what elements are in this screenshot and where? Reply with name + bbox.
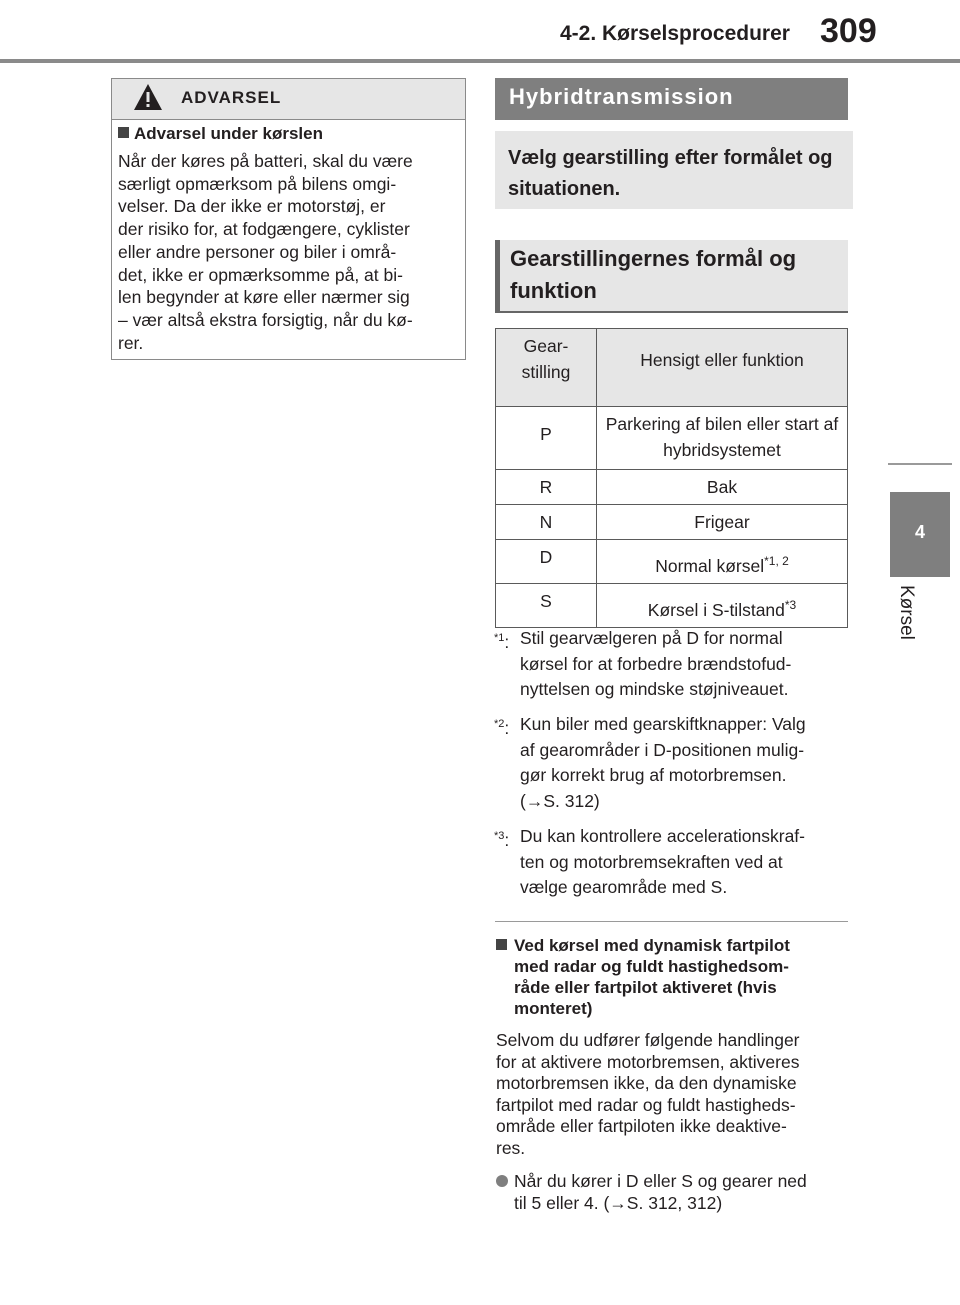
table-row <box>496 505 848 540</box>
chapter-label <box>893 585 921 655</box>
gear-cell: P <box>496 407 597 470</box>
warning-line: velser. Da der ikke er motorstøj, er <box>118 196 386 217</box>
paragraph-line: område eller fartpiloten ikke deaktive- <box>496 1116 787 1136</box>
section-heading <box>495 78 848 120</box>
function-cell <box>597 584 848 628</box>
paragraph-line: res. <box>496 1137 526 1158</box>
bullet-item <box>496 1171 846 1214</box>
warning-line: – vær altså ekstra forsigtig, når du kø- <box>118 309 413 330</box>
gear-cell: S <box>496 584 597 628</box>
function-cell <box>597 540 848 584</box>
warning-line: særligt opmærksom på bilens omgi- <box>118 173 397 194</box>
chapter-number: 4 <box>914 522 925 542</box>
footnote-mark: $^{*1}$: <box>494 631 510 652</box>
function-cell: Frigear <box>597 505 848 540</box>
table-header-row <box>496 329 848 407</box>
subsection-line: monteret) <box>514 999 593 1018</box>
heading-underline <box>495 311 848 313</box>
warning-title: ADVARSEL <box>181 88 282 107</box>
footnote-line: ten og motorbremsekraften ved at <box>520 851 783 872</box>
gear-cell: R <box>496 470 597 505</box>
bullet-line: til 5 eller 4. (→S. 312, 312) <box>514 1192 723 1213</box>
warning-text <box>118 150 458 354</box>
tab-divider <box>888 463 952 465</box>
paragraph-line: motorbremsen ikke, da den dynamiske <box>496 1073 797 1093</box>
warning-header <box>112 79 465 120</box>
warning-line: rer. <box>118 332 144 353</box>
paragraph-line: for at aktivere motorbremsen, aktiveres <box>496 1051 800 1072</box>
function-text: Kørsel i S-tilstand <box>647 599 785 620</box>
footnote-line: af gearområder i D-positionen mulig- <box>520 739 805 760</box>
table-row <box>496 540 848 584</box>
subsection-heading <box>496 935 846 1019</box>
subsection-line: med radar og fuldt hastighedsom- <box>514 957 789 976</box>
footnote-line: (→S. 312) <box>520 790 600 811</box>
warning-subheading <box>118 124 323 144</box>
table-row <box>496 584 848 628</box>
table-header-gear: Gear- stilling <box>496 329 597 407</box>
subsection-line: råde eller fartpilot aktiveret (hvis <box>514 978 777 997</box>
table-row <box>496 407 848 470</box>
page-number: 309 <box>820 12 877 50</box>
square-bullet-icon <box>118 127 129 138</box>
chapter-label-text: Kørsel <box>896 585 917 640</box>
subsection-line: Ved kørsel med dynamisk fartpilot <box>514 936 790 955</box>
warning-line: der risiko for, at fodgængere, cyklister <box>118 219 410 240</box>
function-text: Normal kørsel <box>655 555 765 576</box>
warning-triangle-icon <box>133 83 163 111</box>
function-cell: Bak <box>597 470 848 505</box>
intro-heading-text: Vælg gearstilling efter formålet og situationen. <box>508 147 833 200</box>
footnote <box>494 712 854 814</box>
footnote-line: Du kan kontrollere accelerationskraf- <box>520 826 805 846</box>
footnote-mark: $^{*2}$: <box>494 717 510 738</box>
footnote-line: gør korrekt brug af motorbremsen. <box>520 765 787 785</box>
footnote-line: Kun biler med gearskiftknapper: Valg <box>520 714 806 734</box>
bullet-line: Når du kører i D eller S og gearer ned <box>514 1171 807 1191</box>
intro-heading <box>495 131 853 209</box>
bullet-dot-icon <box>496 1175 508 1187</box>
divider <box>495 921 848 922</box>
gear-table <box>495 328 848 628</box>
footnote-ref: *3 <box>784 598 797 612</box>
gear-cell: N <box>496 505 597 540</box>
paragraph-line: Selvom du udfører følgende handlinger <box>496 1030 800 1050</box>
table-heading-text: Gearstillingernes formål og funktion <box>510 246 797 303</box>
gear-cell: D <box>496 540 597 584</box>
table-heading <box>495 240 848 312</box>
square-bullet-icon <box>496 939 507 950</box>
table-header-function: Hensigt eller funktion <box>597 329 848 407</box>
footnote <box>494 824 854 901</box>
footnote-line: Stil gearvælgeren på D for normal <box>520 628 783 648</box>
warning-line: Når der køres på batteri, skal du være <box>118 151 413 171</box>
table-row <box>496 470 848 505</box>
function-cell: Parkering af bilen eller start af hybridsystemet <box>597 407 848 470</box>
footnote-ref: *1, 2 <box>764 554 789 568</box>
section-title: 4-2. Kørselsprocedurer <box>560 22 790 45</box>
body-paragraph <box>496 1030 846 1159</box>
header-rule <box>0 59 960 63</box>
warning-line: eller andre personer og biler i områ- <box>118 241 397 262</box>
warning-line: det, ikke er opmærksomme på, at bi- <box>118 264 403 285</box>
footnote-mark: $^{*3}$: <box>494 829 510 850</box>
footnote-line: kørsel for at forbedre brændstofud- <box>520 653 792 674</box>
footnote-line: vælge gearområde med S. <box>520 877 728 897</box>
footnote <box>494 626 854 703</box>
section-heading-text: Hybridtransmission <box>509 84 734 109</box>
warning-line: len begynder at køre eller nærmer sig <box>118 287 410 308</box>
heading-bar <box>495 240 500 312</box>
warning-subheading-text: Advarsel under kørslen <box>134 124 323 143</box>
paragraph-line: fartpilot med radar og fuldt hastigheds- <box>496 1094 796 1115</box>
footnote-line: nyttelsen og mindske støjniveauet. <box>520 679 789 699</box>
